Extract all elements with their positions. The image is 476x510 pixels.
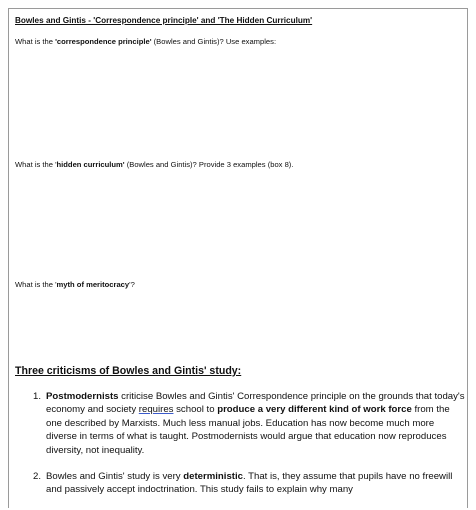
- criticism-span: from the one described by Marxists. Much less manual jobs. Education has now become much more diverse in terms of what is taught. Postmodernists would argue that education now reproduces diversity, not inequality.: [46, 404, 450, 456]
- criticisms-list: [33, 390, 465, 510]
- criticism-item: [33, 470, 465, 497]
- criticism-bold: Postmodernists: [46, 391, 119, 402]
- criticism-span: criticise Bowles and Gintis' Correspondence principle on the grounds that today's economy and society: [46, 391, 465, 416]
- question-myth-of-meritocracy: [15, 280, 135, 289]
- worksheet: [8, 8, 468, 508]
- criticism-item: [33, 390, 465, 457]
- question-text: '?: [129, 280, 135, 289]
- worksheet-title: Bowles and Gintis - 'Correspondence principle' and 'The Hidden Curriculum': [15, 16, 313, 25]
- question-correspondence-principle: [15, 37, 276, 46]
- criticism-bold: deterministic: [183, 471, 243, 483]
- question-key-term: 'correspondence principle': [55, 37, 152, 46]
- criticism-span: . That is, they assume that pupils have no freewill and passively accept indoctrination. This study fails to explain why many: [46, 471, 453, 496]
- criticism-span: school to: [173, 404, 218, 416]
- spellcheck-underlined-word: requires: [138, 404, 174, 416]
- question-text: (Bowles and Gintis)? Use examples:: [151, 37, 277, 46]
- criticism-number: 2.: [33, 471, 42, 483]
- question-key-term: hidden curriculum': [56, 160, 125, 169]
- question-hidden-curriculum: [15, 160, 293, 169]
- criticism-number: 1.: [33, 391, 42, 402]
- criticism-bold: produce a very different kind of work force: [217, 404, 412, 416]
- question-text: (Bowles and Gintis)? Provide 3 examples (box 8).: [124, 160, 294, 169]
- question-text: What is the: [15, 37, 56, 46]
- criticism-text: [46, 470, 465, 497]
- question-text: What is the ': [15, 280, 57, 289]
- criticism-text: [46, 390, 465, 457]
- criticism-span: Bowles and Gintis' study is very: [46, 471, 184, 483]
- question-key-term: myth of meritocracy: [56, 280, 130, 289]
- criticisms-heading: Three criticisms of Bowles and Gintis' study:: [15, 365, 242, 377]
- question-text: What is the ': [15, 160, 57, 169]
